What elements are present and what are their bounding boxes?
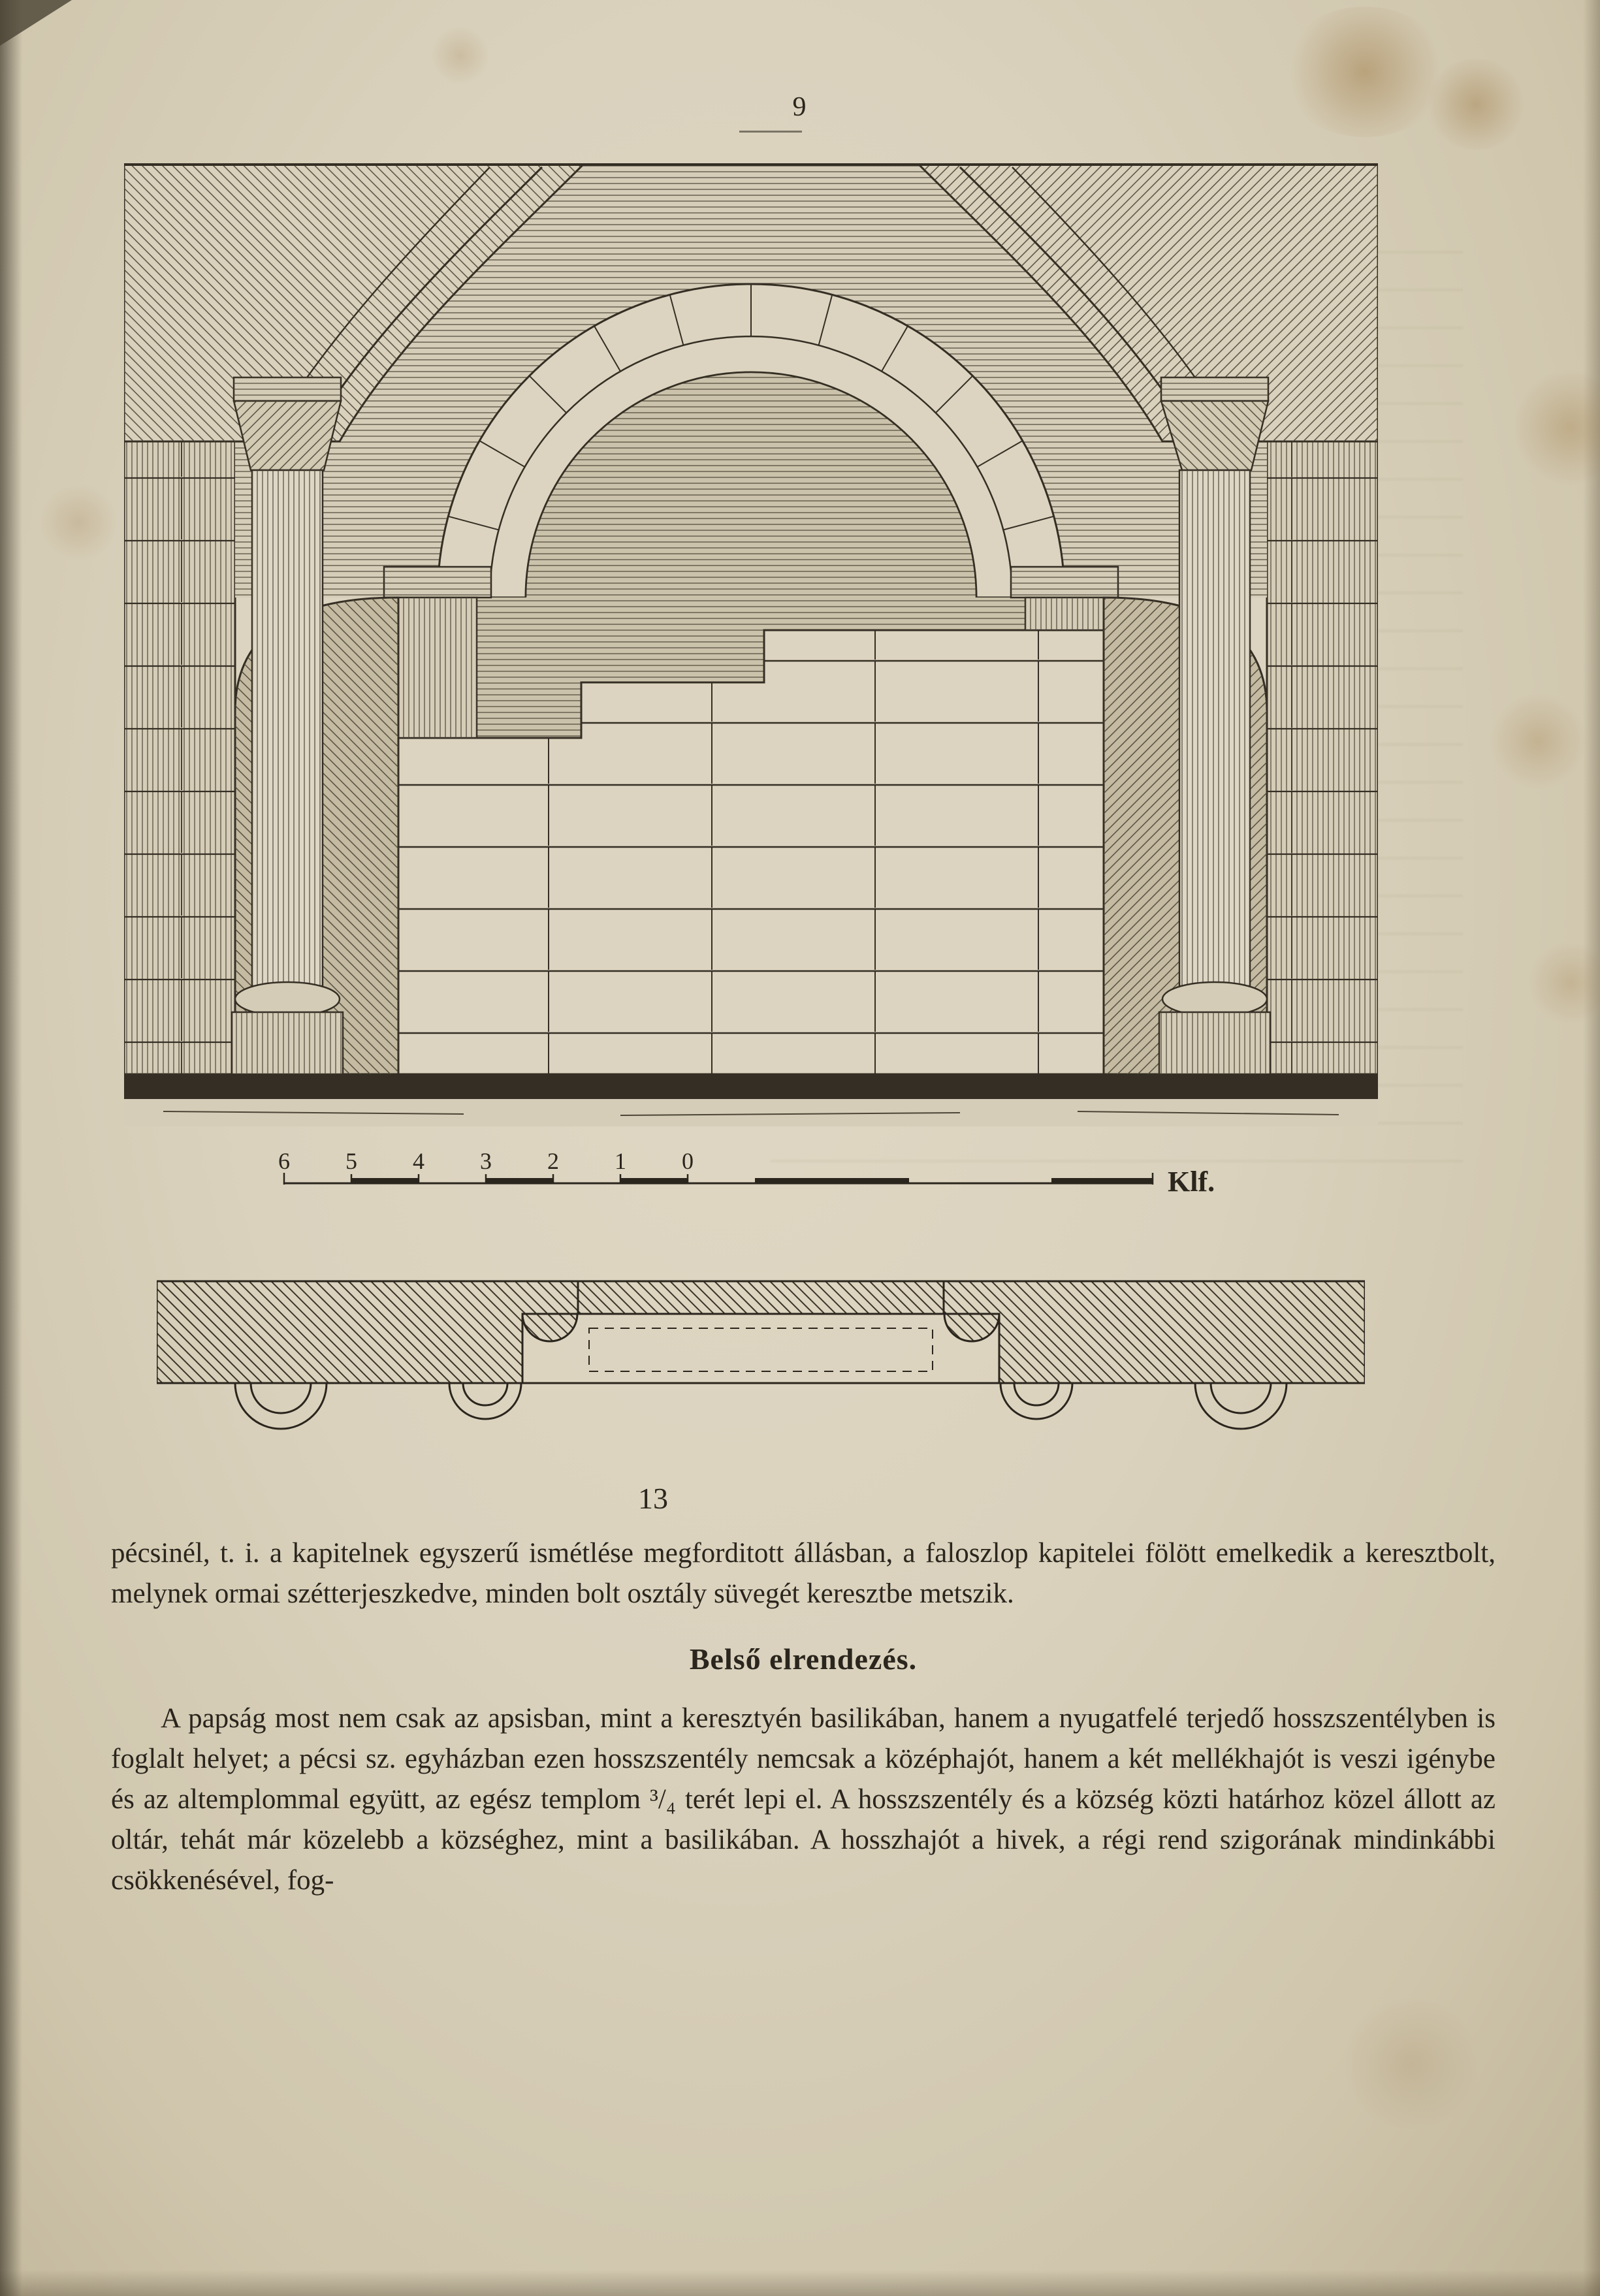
crypt-elevation-illustration	[124, 163, 1378, 1126]
arch-pier-left	[384, 567, 491, 738]
paragraph-continuation: pécsinél, t. i. a kapitelnek egyszerű ismétlése megforditott állásban, a faloszlop kapitelei fölött emelkedik a keresztbolt, melynek ormai szétterjeszkedve, minden bolt osztály süvegét keresztbe metszik.	[111, 1538, 1496, 1609]
page-edge-shadow	[1583, 0, 1600, 2296]
scale-tick-label: 1	[615, 1148, 626, 1174]
foxing-stain	[1339, 1998, 1482, 2129]
engraving-crypt-elevation	[124, 163, 1378, 1126]
scale-tick-label: 5	[345, 1148, 357, 1174]
left-wall-masonry	[124, 441, 235, 1074]
foxing-stain	[1489, 692, 1587, 790]
engraving-plan-section	[157, 1272, 1365, 1494]
plan-section-illustration	[157, 1272, 1365, 1494]
foxing-stain	[431, 26, 490, 85]
scale-tick-label: 2	[547, 1148, 559, 1174]
figure-number: 13	[638, 1482, 668, 1515]
plan-wall-middle-strip	[578, 1281, 944, 1314]
plan-wall-right	[944, 1281, 1365, 1383]
plan-column-base-inner-left	[449, 1383, 521, 1419]
scale-tick-label: 6	[278, 1148, 290, 1174]
foxing-stain	[1528, 940, 1600, 1025]
scale-unit-label: Klf.	[1168, 1166, 1215, 1198]
plan-respond-right	[944, 1314, 999, 1341]
scale-bar-graphic	[274, 1147, 1254, 1202]
plan-opening-dashed	[589, 1328, 933, 1371]
plan-column-base-left	[235, 1383, 327, 1429]
plan-column-base-inner-right	[1000, 1383, 1072, 1419]
foxing-stain	[1515, 366, 1600, 490]
foxing-stain	[39, 483, 118, 562]
scale-bar	[274, 1147, 1254, 1202]
page-edge-shadow-bottom	[0, 2270, 1600, 2296]
right-wall-masonry	[1267, 441, 1378, 1074]
plan-column-base-right	[1195, 1383, 1287, 1429]
floor-band	[124, 1074, 1378, 1126]
page-number-rule	[739, 131, 802, 133]
paragraph-body: A papság most nem csak az apsisban, mint a keresztyén basilikában, hanem a nyugatfelé terjedő hosszszentélyben is foglalt helyet; a pécsi sz. egyházban ezen hosszszentély nemcsak a középhajót, hanem a két mellékhajót is veszi igénybe és az altemplommal együtt, az egész templom ³/₄ terét lepi el. A hosszszentély és a község közti határhoz közel állott az oltár, tehát már közelebb a községhez, mint a basilikában. A hosszhajót a hivek, a régi rend szigorának mindinkábbi csökkenésével, fog-	[111, 1703, 1496, 1896]
plan-respond-left	[522, 1314, 577, 1341]
plan-wall-left	[157, 1281, 578, 1383]
scale-tick-label: 4	[413, 1148, 424, 1174]
page-number: 9	[792, 92, 808, 122]
text-block	[111, 1533, 1496, 1901]
arch-pier-right	[1011, 567, 1118, 630]
section-heading: Belső elrendezés.	[689, 1642, 918, 1676]
book-gutter-shadow	[0, 0, 22, 2296]
scale-tick-label: 3	[480, 1148, 492, 1174]
scale-tick-label: 0	[682, 1148, 694, 1174]
scan-corner-shadow	[0, 0, 72, 46]
